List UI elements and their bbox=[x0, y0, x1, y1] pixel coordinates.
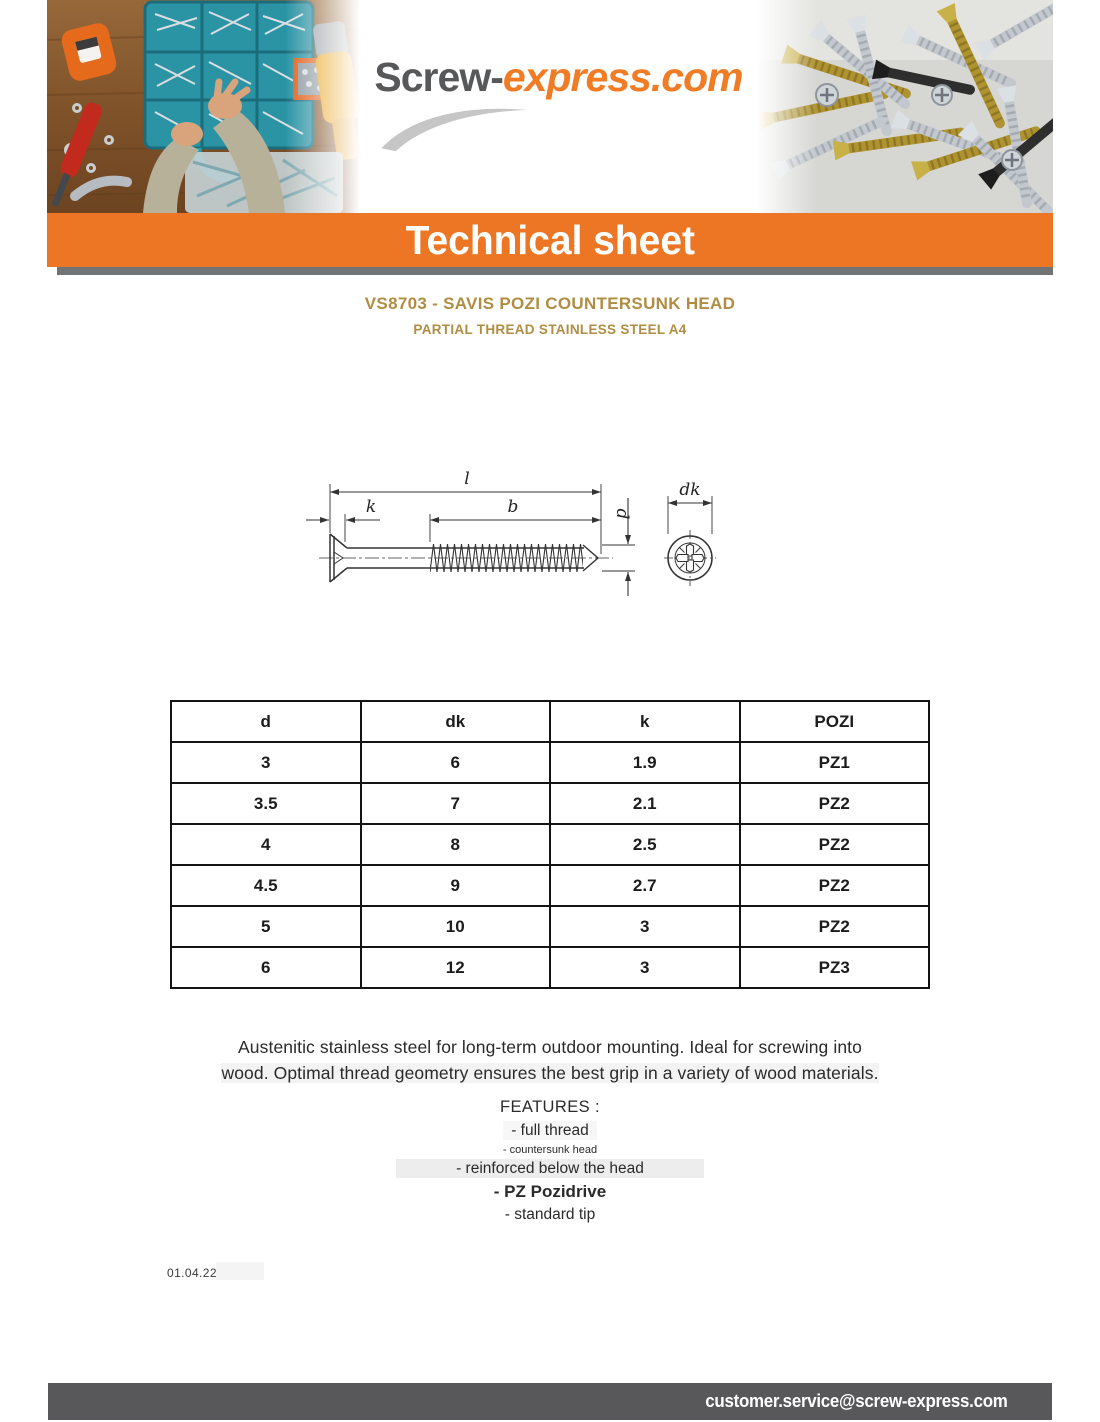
screw-thread bbox=[430, 544, 583, 572]
banner-title: Technical sheet bbox=[405, 216, 695, 263]
dimensions-table bbox=[170, 700, 930, 989]
dim-label-head-height: k bbox=[365, 497, 377, 517]
cell-k: 2.5 bbox=[550, 824, 740, 865]
feature-item: - countersunk head bbox=[502, 1144, 598, 1156]
table-row bbox=[171, 824, 929, 865]
table-row bbox=[171, 947, 929, 988]
logo-suffix: express.com bbox=[502, 54, 743, 100]
cell-d: 3.5 bbox=[171, 783, 361, 824]
features-section bbox=[47, 1098, 1053, 1228]
screw-diagram bbox=[295, 462, 745, 615]
screws-photo bbox=[757, 0, 1053, 213]
col-header-k: k bbox=[550, 701, 740, 742]
cell-dk: 12 bbox=[361, 947, 551, 988]
screw-head-end-view bbox=[664, 480, 716, 586]
banner bbox=[47, 213, 1053, 267]
cell-d: 4 bbox=[171, 824, 361, 865]
footer-email: customer.service@screw-express.com bbox=[705, 1391, 1008, 1411]
cell-pozi: PZ2 bbox=[740, 783, 930, 824]
cell-k: 1.9 bbox=[550, 742, 740, 783]
cell-d: 6 bbox=[171, 947, 361, 988]
table-row bbox=[171, 783, 929, 824]
scan-artifact bbox=[216, 1262, 264, 1280]
table-row bbox=[171, 906, 929, 947]
table-row bbox=[171, 742, 929, 783]
features-heading: FEATURES : bbox=[500, 1098, 600, 1116]
logo-prefix: Screw- bbox=[374, 54, 503, 100]
footer-bar bbox=[48, 1383, 1052, 1420]
cell-pozi: PZ2 bbox=[740, 865, 930, 906]
workbench-photo-graphic bbox=[47, 0, 360, 213]
product-title: VS8703 - SAVIS POZI COUNTERSUNK HEAD bbox=[364, 294, 736, 313]
logo-area bbox=[360, 0, 757, 213]
col-header-d: d bbox=[171, 701, 361, 742]
description-line-2: wood. Optimal thread geometry ensures the best grip in a variety of wood materials. bbox=[221, 1062, 879, 1083]
cell-dk: 8 bbox=[361, 824, 551, 865]
dim-label-head-diameter: dk bbox=[679, 480, 701, 500]
feature-item: - full thread bbox=[47, 1122, 1053, 1140]
cell-k: 3 bbox=[550, 906, 740, 947]
cell-dk: 10 bbox=[361, 906, 551, 947]
cell-pozi: PZ2 bbox=[740, 824, 930, 865]
cell-dk: 7 bbox=[361, 783, 551, 824]
workbench-photo bbox=[47, 0, 360, 213]
cell-k: 2.1 bbox=[550, 783, 740, 824]
dim-label-total-length: l bbox=[464, 469, 470, 489]
feature-item: - reinforced below the head bbox=[47, 1160, 1053, 1178]
cell-pozi: PZ1 bbox=[740, 742, 930, 783]
feature-item: - standard tip bbox=[504, 1206, 596, 1223]
dim-label-diameter: d bbox=[612, 508, 632, 520]
feature-item: - PZ Pozidrive bbox=[493, 1182, 607, 1201]
cell-k: 3 bbox=[550, 947, 740, 988]
cell-d: 3 bbox=[171, 742, 361, 783]
cell-dk: 6 bbox=[361, 742, 551, 783]
title-block bbox=[47, 294, 1053, 337]
cell-k: 2.7 bbox=[550, 865, 740, 906]
product-subtitle: PARTIAL THREAD STAINLESS STEEL A4 bbox=[413, 322, 687, 337]
col-header-dk: dk bbox=[361, 701, 551, 742]
cell-pozi: PZ3 bbox=[740, 947, 930, 988]
dim-label-thread-length: b bbox=[507, 497, 519, 517]
logo-swoosh-icon bbox=[375, 99, 538, 152]
cell-pozi: PZ2 bbox=[740, 906, 930, 947]
brand-logo bbox=[374, 54, 742, 147]
cell-d: 4.5 bbox=[171, 865, 361, 906]
revision-date: 01.04.22 bbox=[167, 1266, 217, 1280]
cell-dk: 9 bbox=[361, 865, 551, 906]
col-header-pozi: POZI bbox=[740, 701, 930, 742]
description-line-1: Austenitic stainless steel for long-term outdoor mounting. Ideal for screwing into bbox=[238, 1036, 862, 1057]
product-description bbox=[47, 1034, 1053, 1086]
banner-shadow bbox=[57, 267, 1053, 275]
cell-d: 5 bbox=[171, 906, 361, 947]
table-header-row bbox=[171, 701, 929, 742]
table-row bbox=[171, 865, 929, 906]
screws-photo-graphic bbox=[757, 0, 1053, 213]
